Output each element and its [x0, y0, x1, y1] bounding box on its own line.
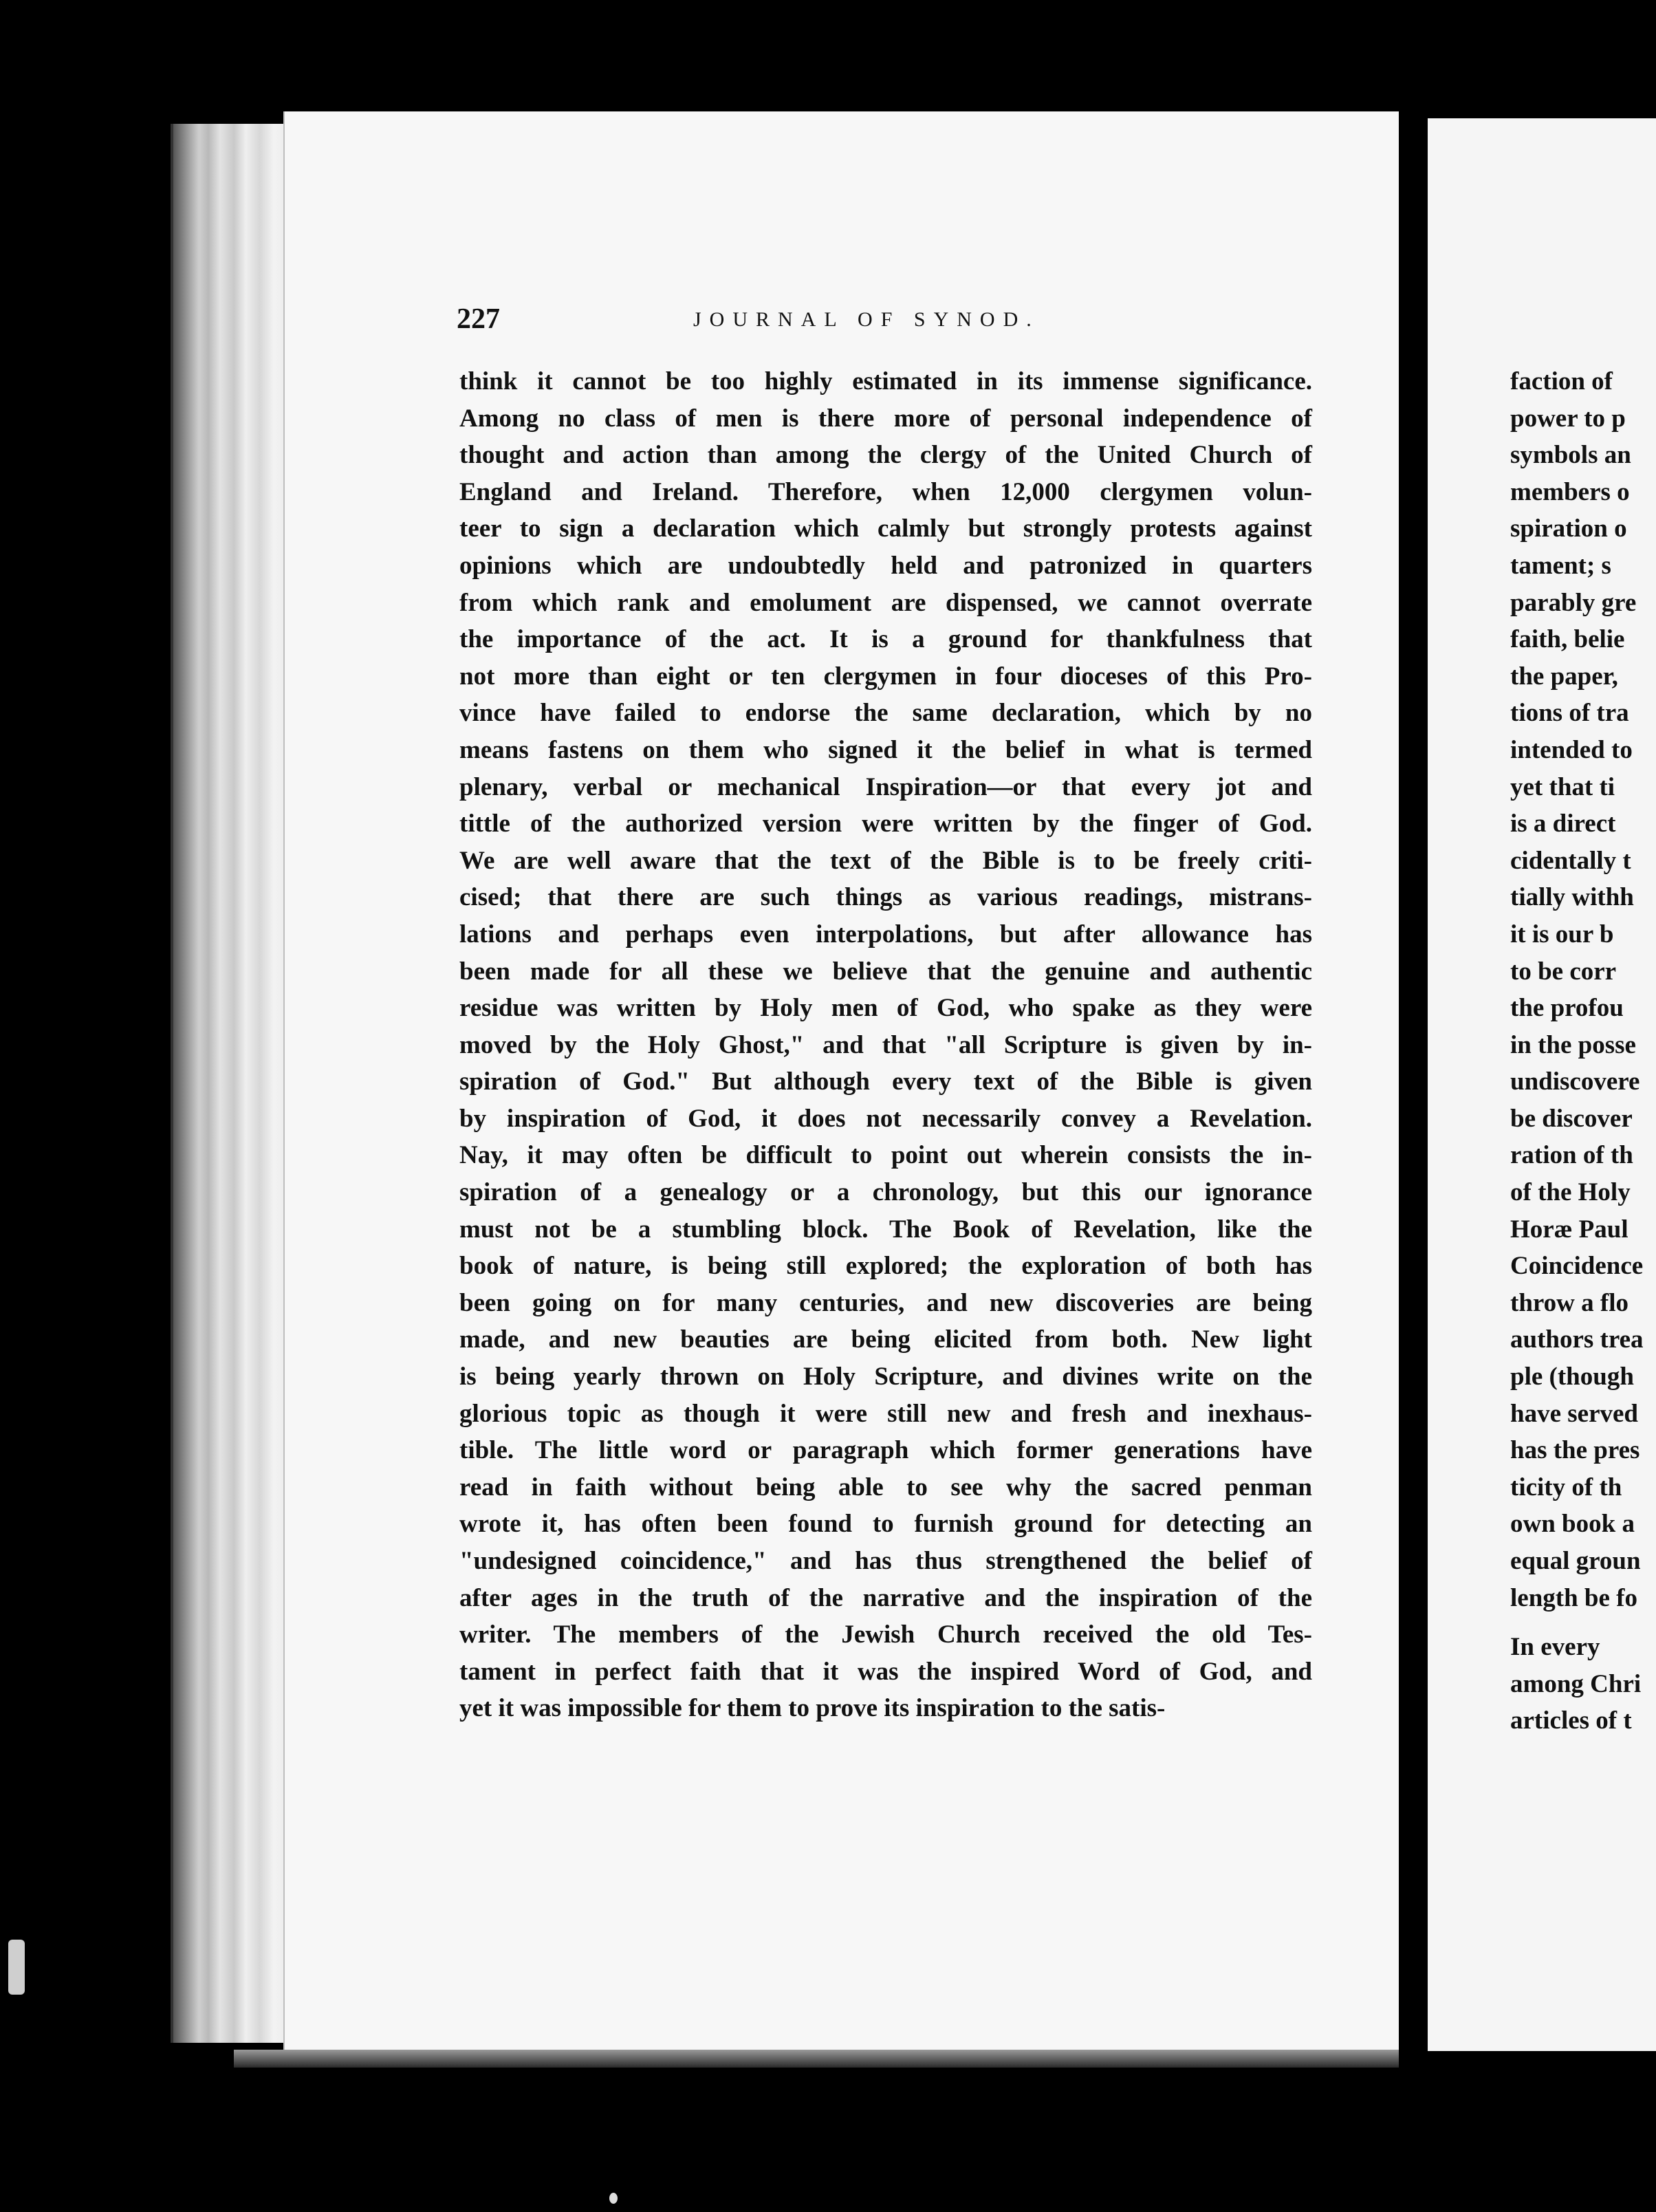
running-head: JOURNAL OF SYNOD.: [693, 308, 1040, 331]
text-line: has the pres: [1510, 1436, 1640, 1465]
text-line: cised; that there are such things as various readings, mistrans-: [459, 883, 1312, 912]
scan-speck: [8, 1940, 25, 1995]
text-line: must not be a stumbling block. The Book of Revelation, like the: [459, 1215, 1312, 1244]
text-line: Among no class of men is there more of personal independence of: [459, 404, 1312, 433]
text-line: spiration o: [1510, 514, 1627, 543]
text-line: throw a flo: [1510, 1288, 1628, 1317]
text-line: faction of: [1510, 367, 1613, 395]
text-line: teer to sign a declaration which calmly but strongly protests against: [459, 514, 1312, 543]
text-line: moved by the Holy Ghost," and that "all Scripture is given by in-: [459, 1030, 1312, 1059]
text-line: lations and perhaps even interpolations, but after allowance has: [459, 920, 1312, 948]
text-line: spiration of God." But although every text of the Bible is given: [459, 1067, 1312, 1096]
text-line: tions of tra: [1510, 699, 1629, 728]
text-line: been made for all these we believe that the genuine and authentic: [459, 957, 1312, 986]
text-line: think it cannot be too highly estimated in its immense significance.: [459, 367, 1312, 395]
text-line: own book a: [1510, 1510, 1635, 1539]
text-line: yet it was impossible for them to prove its inspiration to the satis-: [459, 1694, 1166, 1723]
text-line: from which rank and emolument are dispensed, we cannot overrate: [459, 588, 1312, 617]
text-line: parably gre: [1510, 588, 1637, 617]
text-line: book of nature, is being still explored; the exploration of both has: [459, 1252, 1312, 1281]
text-line: tament in perfect faith that it was the inspired Word of God, and: [459, 1657, 1312, 1686]
text-line: not more than eight or ten clergymen in four dioceses of this Pro-: [459, 662, 1312, 691]
text-line: In every: [1510, 1633, 1600, 1662]
page-bottom-edge: [234, 2050, 1399, 2068]
text-line: residue was written by Holy men of God, who spake as they were: [459, 994, 1312, 1023]
text-line: length be fo: [1510, 1583, 1637, 1612]
text-line: ticity of th: [1510, 1473, 1622, 1501]
text-line: symbols an: [1510, 441, 1631, 470]
text-line: undiscovere: [1510, 1067, 1640, 1096]
text-line: power to p: [1510, 404, 1626, 433]
text-line: members o: [1510, 477, 1630, 506]
text-line: intended to: [1510, 735, 1633, 764]
text-line: by inspiration of God, it does not necessarily convey a Revelation.: [459, 1104, 1312, 1133]
page-header: [457, 303, 1309, 344]
text-line: in the posse: [1510, 1030, 1636, 1059]
text-line: the importance of the act. It is a ground for thankfulness that: [459, 625, 1312, 654]
text-line: wrote it, has often been found to furnish ground for detecting an: [459, 1510, 1312, 1539]
text-line: authors trea: [1510, 1325, 1644, 1354]
text-line: ple (though: [1510, 1363, 1634, 1391]
text-line: read in faith without being able to see why the sacred penman: [459, 1473, 1312, 1501]
text-line: is being yearly thrown on Holy Scripture, and divines write on the: [459, 1363, 1312, 1391]
text-line: Horæ Paul: [1510, 1215, 1628, 1244]
left-page-body: [459, 363, 1312, 1727]
text-line: glorious topic as though it were still new and fresh and inexhaus-: [459, 1399, 1312, 1428]
text-line: yet that ti: [1510, 772, 1615, 801]
text-line: be discover: [1510, 1104, 1633, 1133]
text-line: equal groun: [1510, 1547, 1641, 1575]
page-number: 227: [457, 303, 500, 335]
text-line: articles of t: [1510, 1706, 1632, 1735]
text-line: it is our b: [1510, 920, 1614, 948]
text-line: after ages in the truth of the narrative and the inspiration of the: [459, 1583, 1312, 1612]
book-gutter: [1399, 103, 1428, 2057]
text-line: of the Holy: [1510, 1178, 1631, 1207]
text-line: among Chri: [1510, 1669, 1642, 1698]
text-line: Coincidence: [1510, 1252, 1644, 1281]
scan-speck: [609, 2193, 618, 2204]
text-line: Nay, it may often be difficult to point out wherein consists the in-: [459, 1141, 1312, 1170]
text-line: vince have failed to endorse the same declaration, which by no: [459, 699, 1312, 728]
text-line: means fastens on them who signed it the belief in what is termed: [459, 735, 1312, 764]
text-line: writer. The members of the Jewish Church received the old Tes-: [459, 1620, 1312, 1649]
text-line: "undesigned coincidence," and has thus strengthened the belief of: [459, 1547, 1312, 1575]
book-fore-edge: [171, 124, 290, 2043]
text-line: thought and action than among the clergy of the United Church of: [459, 441, 1312, 470]
text-line: been going on for many centuries, and new discoveries are being: [459, 1288, 1312, 1317]
right-page-body: [1510, 363, 1656, 1739]
text-line: opinions which are undoubtedly held and patronized in quarters: [459, 551, 1312, 580]
text-line: tament; s: [1510, 551, 1611, 580]
text-line: plenary, verbal or mechanical Inspiration—or that every jot and: [459, 772, 1312, 801]
text-line: the profou: [1510, 994, 1624, 1023]
text-line: is a direct: [1510, 810, 1616, 838]
text-line: tittle of the authorized version were written by the finger of God.: [459, 810, 1312, 838]
text-line: made, and new beauties are being elicited from both. New light: [459, 1325, 1312, 1354]
text-line: tible. The little word or paragraph which former generations have: [459, 1436, 1312, 1465]
text-line: spiration of a genealogy or a chronology, but this our ignorance: [459, 1178, 1312, 1207]
text-line: faith, belie: [1510, 625, 1625, 654]
text-line: the paper,: [1510, 662, 1618, 691]
text-line: have served: [1510, 1399, 1638, 1428]
text-line: ration of th: [1510, 1141, 1633, 1170]
text-line: England and Ireland. Therefore, when 12,000 clergymen volun-: [459, 477, 1312, 506]
text-line: We are well aware that the text of the Bible is to be freely criti-: [459, 846, 1312, 875]
text-line: tially withh: [1510, 883, 1634, 912]
text-line: to be corr: [1510, 957, 1617, 986]
text-line: cidentally t: [1510, 846, 1631, 875]
